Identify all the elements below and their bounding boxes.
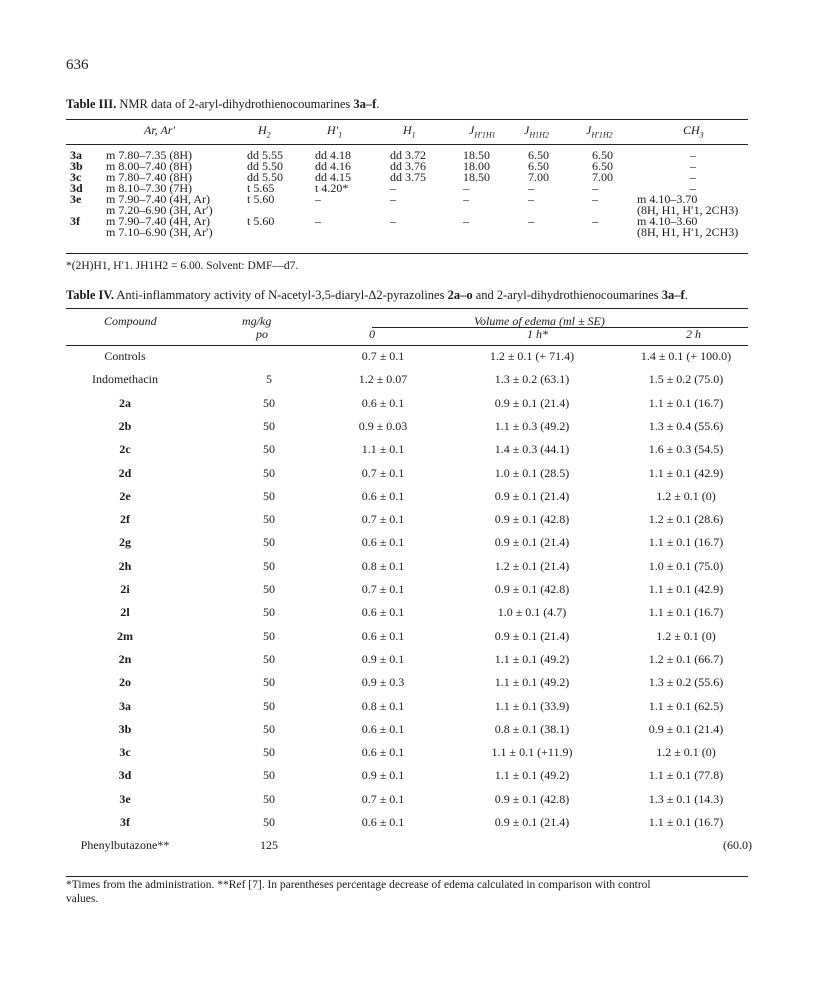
header-compound: Compound <box>104 314 157 328</box>
table4-cell-v0: 1.2 ± 0.07 <box>358 372 408 386</box>
table4-cell-v2: 1.2 ± 0.1 (28.6) <box>648 512 724 526</box>
table4-top-rule <box>66 308 748 309</box>
table4-cell-v0: 0.9 ± 0.3 <box>361 675 405 689</box>
table3-cell-h1: – <box>390 214 396 228</box>
table4-cell-dose: 50 <box>263 768 275 782</box>
table4-cell-compound: 2h <box>118 559 132 573</box>
table3-cell-h2: t 5.60 <box>247 192 275 206</box>
table3-caption: Table III. NMR data of 2-aryl-dihydrothienocoumarines 3a–f. <box>66 97 380 111</box>
table3-cell-j1: 18.00 <box>463 159 490 173</box>
table4-cell-dose: 50 <box>263 745 275 759</box>
table3-cell-ar: m 7.80–7.40 (8H) <box>106 170 192 184</box>
table3-cell-ar: m 7.90–7.40 (4H, Ar) <box>106 192 210 206</box>
table4-cell-v1: 1.1 ± 0.1 (33.9) <box>494 699 570 713</box>
table3-cell-h2: t 5.60 <box>247 214 275 228</box>
table3-cell-h1p: dd 4.15 <box>315 170 351 184</box>
table4-cell-v2: 1.1 ± 0.1 (42.9) <box>648 466 724 480</box>
table4-cell-v2: 1.2 ± 0.1 (0) <box>656 629 716 643</box>
table4-cell-v0: 0.8 ± 0.1 <box>361 699 405 713</box>
table3-header-rule <box>66 144 748 145</box>
table4-cell-dose: 50 <box>263 605 275 619</box>
table3-cell-h2: dd 5.50 <box>247 170 283 184</box>
table3-cell-h1: dd 3.76 <box>390 159 426 173</box>
table3-cell-h2: dd 5.55 <box>247 148 283 162</box>
table4-cell-v0: 0.6 ± 0.1 <box>361 396 405 410</box>
table4-cell-dose: 50 <box>263 466 275 480</box>
table4-cell-v0: 0.7 ± 0.1 <box>361 792 405 806</box>
table3-cell-ch3: m 4.10–3.60 <box>637 214 698 228</box>
table4-cell-v0: 0.9 ± 0.1 <box>361 652 405 666</box>
table4-cell-compound: 2a <box>119 396 131 410</box>
table4-cell-compound: Controls <box>104 349 146 363</box>
table4-cell-compound: 2d <box>118 466 132 480</box>
table4-cell-v2: 1.1 ± 0.1 (16.7) <box>648 605 724 619</box>
table4-cell-compound: 2c <box>119 442 131 456</box>
table4-cell-v2: 1.1 ± 0.1 (16.7) <box>648 396 724 410</box>
table4-cell-dose: 50 <box>263 442 275 456</box>
table3-cell-id: 3b <box>70 159 83 173</box>
table4-cell-dose: 50 <box>263 559 275 573</box>
table4-caption: Table IV. Anti-inflammatory activity of N-acetyl-3,5-diaryl-Δ2-pyrazolines 2a–o and 2-aryl-dihydrothienocoumarines 3a–f. <box>66 288 688 302</box>
table3-cell-j3: 6.50 <box>592 148 613 162</box>
table3-cell-ar: m 7.80–7.35 (8H) <box>106 148 192 162</box>
table4-cell-v2: 1.2 ± 0.1 (0) <box>656 745 716 759</box>
table3-bottom-rule <box>66 253 748 254</box>
table4-cell-dose: 50 <box>263 722 275 736</box>
table3-cell-j3: – <box>592 192 598 206</box>
table4-volume-rule <box>372 327 748 328</box>
table3-footnote: *(2H)H1, H′1. JH1H2 = 6.00. Solvent: DMF—d7. <box>66 260 299 272</box>
table3-cell-id: 3d <box>70 181 83 195</box>
table4-cell-v0: 0.7 ± 0.1 <box>361 582 405 596</box>
table3-cell-j2: 6.50 <box>528 159 549 173</box>
table3-cell-j3: – <box>592 181 598 195</box>
table3-cell-id: 3f <box>70 214 80 228</box>
table4-cell-v1: 1.2 ± 0.1 (+ 71.4) <box>489 349 575 363</box>
table4-cell-v1: 1.4 ± 0.3 (44.1) <box>494 442 570 456</box>
table3-cell-h1p: – <box>315 192 321 206</box>
table4-cell-v2: 1.0 ± 0.1 (75.0) <box>648 559 724 573</box>
header-j1: $J_{H'1H1}$ <box>469 123 496 140</box>
table4-cell-v1: 0.8 ± 0.1 (38.1) <box>494 722 570 736</box>
table4-cell-dose: 125 <box>260 838 278 852</box>
page-number: 636 <box>66 57 89 73</box>
table4-cell-v1: 0.9 ± 0.1 (42.8) <box>494 512 570 526</box>
header-volume: Volume of edema (ml ± SE) <box>474 314 605 328</box>
table4-cell-v1: 0.9 ± 0.1 (21.4) <box>494 535 570 549</box>
table3-cell-ch3: – <box>690 170 696 184</box>
table4-cell-dose: 50 <box>263 699 275 713</box>
table4-cell-v0: 0.9 ± 0.03 <box>358 419 408 433</box>
table4-cell-v1: 1.1 ± 0.1 (+11.9) <box>491 745 573 759</box>
table3-cell-j2: 6.50 <box>528 148 549 162</box>
table3-cell-h1p: dd 4.18 <box>315 148 351 162</box>
table3-cell-ar: m 7.10–6.90 (3H, Ar′) <box>106 225 213 239</box>
table4-cell-v2: 1.1 ± 0.1 (77.8) <box>648 768 724 782</box>
header-dose-route: po <box>256 327 268 341</box>
table4-cell-compound: 2g <box>119 535 131 549</box>
header-time-0: 0 <box>369 327 375 341</box>
header-j2: $J_{H1H2}$ <box>524 123 549 140</box>
table4-cell-v1: 0.9 ± 0.1 (21.4) <box>494 815 570 829</box>
table4-cell-dose: 5 <box>266 372 272 386</box>
table4-cell-compound: 2e <box>119 489 131 503</box>
header-h2: $H_2$ <box>258 123 271 140</box>
table4-cell-v2: 1.4 ± 0.1 (+ 100.0) <box>640 349 732 363</box>
table4-footnote-line2: values. <box>66 893 99 905</box>
table4-cell-compound: 2b <box>118 419 132 433</box>
table4-cell-v1: 1.2 ± 0.1 (21.4) <box>494 559 570 573</box>
table3-cell-j1: 18.50 <box>463 148 490 162</box>
table3-cell-j2: – <box>528 214 534 228</box>
table4-cell-v2: 1.3 ± 0.2 (55.6) <box>648 675 724 689</box>
table4-cell-dose: 50 <box>263 535 275 549</box>
table3-cell-ch3: m 4.10–3.70 <box>637 192 698 206</box>
table4-cell-compound: 2l <box>120 605 130 619</box>
table3-cell-j3: 7.00 <box>592 170 613 184</box>
table3-cell-ch3: – <box>690 148 696 162</box>
table4-cell-compound: Phenylbutazone** <box>80 838 170 852</box>
table4-cell-v2: 1.1 ± 0.1 (62.5) <box>648 699 724 713</box>
table4-cell-v2: 1.5 ± 0.2 (75.0) <box>648 372 724 386</box>
table4-cell-v1: 0.9 ± 0.1 (42.8) <box>494 582 570 596</box>
table4-cell-v2: 1.1 ± 0.1 (42.9) <box>648 582 724 596</box>
table3-cell-id: 3a <box>70 148 82 162</box>
table4-cell-compound: 3d <box>118 768 132 782</box>
table3-cell-h2: t 5.65 <box>247 181 275 195</box>
table4-cell-v0: 0.6 ± 0.1 <box>361 629 405 643</box>
table3-cell-h1p: t 4.20* <box>315 181 349 195</box>
table4-cell-dose: 50 <box>263 419 275 433</box>
table3-cell-h1: dd 3.72 <box>390 148 426 162</box>
table3-cell-j1: – <box>463 181 469 195</box>
table4-cell-v1: 1.0 ± 0.1 (28.5) <box>494 466 570 480</box>
table4-cell-v0: 0.8 ± 0.1 <box>361 559 405 573</box>
header-j3: $J_{H'1H2}$ <box>586 123 613 140</box>
table4-cell-v1: 0.9 ± 0.1 (21.4) <box>494 489 570 503</box>
table4-cell-dose: 50 <box>263 652 275 666</box>
table4-cell-v1: 1.3 ± 0.2 (63.1) <box>494 372 570 386</box>
table4-cell-v1: 1.1 ± 0.3 (49.2) <box>494 419 570 433</box>
table4-cell-v2: 1.3 ± 0.1 (14.3) <box>648 792 724 806</box>
table4-cell-compound: 2f <box>120 512 130 526</box>
table4-cell-v2: 1.3 ± 0.4 (55.6) <box>648 419 724 433</box>
header-dose-unit: mg/kg <box>242 314 272 328</box>
table4-cell-v0: 0.7 ± 0.1 <box>361 512 405 526</box>
table4-cell-compound: 2m <box>117 629 133 643</box>
table4-cell-dose: 50 <box>263 629 275 643</box>
table4-header-rule <box>66 345 748 346</box>
table3-cell-ch3: – <box>690 159 696 173</box>
table4-cell-v1: 0.9 ± 0.1 (42.8) <box>494 792 570 806</box>
table3-cell-ch3: (8H, H1, H′1, 2CH3) <box>637 203 739 217</box>
table4-cell-compound: 2i <box>120 582 130 596</box>
table3-cell-j3: – <box>592 214 598 228</box>
table4-bottom-rule <box>66 876 748 877</box>
table4-cell-v1: 1.1 ± 0.1 (49.2) <box>494 652 570 666</box>
table4-cell-v1: 1.0 ± 0.1 (4.7) <box>497 605 567 619</box>
table3-cell-ar: m 8.10–7.30 (7H) <box>106 181 192 195</box>
table3-cell-h1p: – <box>315 214 321 228</box>
table3-cell-ar: m 8.00–7.40 (8H) <box>106 159 192 173</box>
header-h1prime: $H'_1$ <box>327 123 343 140</box>
table3-cell-ch3: – <box>690 181 696 195</box>
table3-cell-j1: – <box>463 214 469 228</box>
table3-cell-id: 3e <box>70 192 82 206</box>
table3-cell-h1p: dd 4.16 <box>315 159 351 173</box>
header-time-1: 1 h* <box>527 327 548 341</box>
header-time-2: 2 h <box>686 327 701 341</box>
table4-cell-v0: 0.9 ± 0.1 <box>361 768 405 782</box>
table3-cell-h1: – <box>390 192 396 206</box>
header-h1: $H_1$ <box>403 123 416 140</box>
table4-cell-compound: 3c <box>119 745 131 759</box>
table3-cell-j2: – <box>528 192 534 206</box>
table4-cell-dose: 50 <box>263 675 275 689</box>
table4-cell-v0: 0.6 ± 0.1 <box>361 815 405 829</box>
table3-cell-ar: m 7.20–6.90 (3H, Ar′) <box>106 203 213 217</box>
table4-cell-v0: 0.6 ± 0.1 <box>361 722 405 736</box>
table4-cell-v2: 1.2 ± 0.1 (0) <box>656 489 716 503</box>
table4-cell-v0: 0.6 ± 0.1 <box>361 745 405 759</box>
table4-cell-dose: 50 <box>263 396 275 410</box>
table4-cell-compound: 3b <box>118 722 132 736</box>
table3-cell-ar: m 7.90–7.40 (4H, Ar) <box>106 214 210 228</box>
table3-cell-h1: – <box>390 181 396 195</box>
table3-cell-h2: dd 5.50 <box>247 159 283 173</box>
table4-cell-v0: 0.6 ± 0.1 <box>361 535 405 549</box>
table4-cell-v0: 0.7 ± 0.1 <box>361 466 405 480</box>
table4-cell-v0: 0.6 ± 0.1 <box>361 605 405 619</box>
table3-cell-h1: dd 3.75 <box>390 170 426 184</box>
table4-cell-v2: 1.6 ± 0.3 (54.5) <box>648 442 724 456</box>
table4-cell-v2: 0.9 ± 0.1 (21.4) <box>648 722 724 736</box>
table4-footnote-line1: *Times from the administration. **Ref [7]. In parentheses percentage decrease of edema calculated in comparison with control <box>66 879 651 891</box>
table4-cell-dose: 50 <box>263 815 275 829</box>
table4-cell-v2: (60.0) <box>723 838 752 852</box>
table4-cell-dose: 50 <box>263 582 275 596</box>
table4-cell-v0: 0.6 ± 0.1 <box>361 489 405 503</box>
table3-cell-ch3: (8H, H1, H′1, 2CH3) <box>637 225 739 239</box>
table4-cell-v1: 1.1 ± 0.1 (49.2) <box>494 675 570 689</box>
table4-cell-compound: Indomethacin <box>92 372 158 386</box>
table3-top-rule <box>66 119 748 120</box>
table4-cell-v2: 1.1 ± 0.1 (16.7) <box>648 535 724 549</box>
table3-cell-j1: – <box>463 192 469 206</box>
table3-cell-j2: 7.00 <box>528 170 549 184</box>
table3-cell-j3: 6.50 <box>592 159 613 173</box>
table4-cell-v1: 0.9 ± 0.1 (21.4) <box>494 629 570 643</box>
table3-cell-id: 3c <box>70 170 82 184</box>
table4-cell-v0: 0.7 ± 0.1 <box>361 349 405 363</box>
header-ar: Ar, Ar′ <box>144 123 176 137</box>
header-ch3: $CH_3$ <box>683 123 704 140</box>
table4-cell-compound: 3e <box>119 792 131 806</box>
table4-cell-compound: 2o <box>119 675 131 689</box>
table4-cell-v1: 1.1 ± 0.1 (49.2) <box>494 768 570 782</box>
table4-cell-dose: 50 <box>263 792 275 806</box>
table4-cell-dose: 50 <box>263 489 275 503</box>
table4-cell-dose: 50 <box>263 512 275 526</box>
table4-cell-v2: 1.1 ± 0.1 (16.7) <box>648 815 724 829</box>
table4-cell-compound: 3f <box>120 815 130 829</box>
table4-cell-compound: 2n <box>118 652 132 666</box>
table4-cell-v0: 1.1 ± 0.1 <box>361 442 405 456</box>
table4-cell-v1: 0.9 ± 0.1 (21.4) <box>494 396 570 410</box>
table3-cell-j1: 18.50 <box>463 170 490 184</box>
table3-cell-j2: – <box>528 181 534 195</box>
table4-cell-v2: 1.2 ± 0.1 (66.7) <box>648 652 724 666</box>
table4-cell-compound: 3a <box>119 699 131 713</box>
